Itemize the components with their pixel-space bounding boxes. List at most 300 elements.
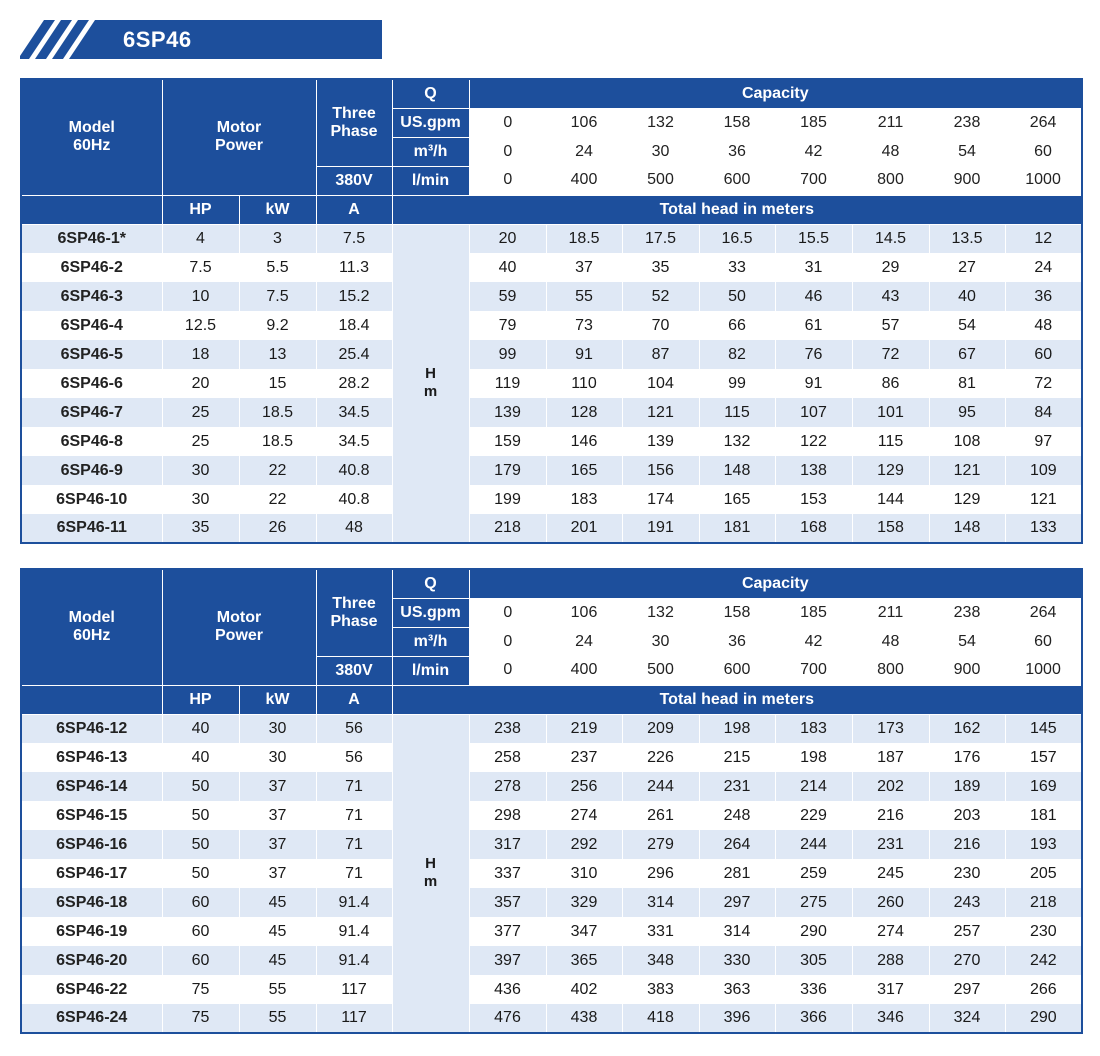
head-cell: 121: [1005, 485, 1082, 514]
kw-cell: 37: [239, 801, 316, 830]
head-cell: 297: [929, 975, 1005, 1004]
head-cell: 230: [929, 859, 1005, 888]
head-cell: 159: [469, 427, 546, 456]
head-cell: 139: [469, 398, 546, 427]
head-cell: 43: [852, 282, 929, 311]
kw-cell: 5.5: [239, 253, 316, 282]
head-cell: 237: [546, 743, 622, 772]
head-cell: 198: [775, 743, 852, 772]
head-unit-label: H m: [392, 714, 469, 1033]
head-cell: 181: [1005, 801, 1082, 830]
model-cell: 6SP46-2: [21, 253, 162, 282]
head-cell: 258: [469, 743, 546, 772]
hp-cell: 50: [162, 830, 239, 859]
capacity-value: 800: [852, 656, 929, 685]
head-cell: 67: [929, 340, 1005, 369]
head-cell: 59: [469, 282, 546, 311]
capacity-value: 600: [699, 656, 775, 685]
head-cell: 314: [622, 888, 699, 917]
head-cell: 153: [775, 485, 852, 514]
unit-usgpm: US.gpm: [392, 108, 469, 137]
capacity-value: 24: [546, 627, 622, 656]
hp-cell: 40: [162, 714, 239, 743]
head-cell: 243: [929, 888, 1005, 917]
head-cell: 48: [1005, 311, 1082, 340]
head-cell: 244: [775, 830, 852, 859]
head-cell: 50: [699, 282, 775, 311]
head-cell: 396: [699, 1004, 775, 1033]
capacity-value: 400: [546, 656, 622, 685]
head-cell: 329: [546, 888, 622, 917]
capacity-value: 600: [699, 166, 775, 195]
head-cell: 348: [622, 946, 699, 975]
kw-cell: 3: [239, 224, 316, 253]
capacity-value: 900: [929, 166, 1005, 195]
head-cell: 31: [775, 253, 852, 282]
three-phase-header: Three Phase: [316, 79, 392, 166]
head-cell: 158: [852, 514, 929, 543]
head-cell: 24: [1005, 253, 1082, 282]
head-cell: 296: [622, 859, 699, 888]
voltage-header: 380V: [316, 166, 392, 195]
head-cell: 179: [469, 456, 546, 485]
table-row: [21, 456, 1082, 485]
head-cell: 256: [546, 772, 622, 801]
head-cell: 33: [699, 253, 775, 282]
head-cell: 52: [622, 282, 699, 311]
amp-cell: 117: [316, 1004, 392, 1033]
table-2-body: [21, 714, 1082, 1033]
hp-cell: 50: [162, 801, 239, 830]
model-header: Model 60Hz: [21, 79, 162, 195]
kw-cell: 30: [239, 714, 316, 743]
head-cell: 257: [929, 917, 1005, 946]
kw-cell: 22: [239, 456, 316, 485]
head-cell: 87: [622, 340, 699, 369]
head-cell: 383: [622, 975, 699, 1004]
total-head-header: Total head in meters: [392, 195, 1082, 224]
amp-cell: 71: [316, 859, 392, 888]
hp-cell: 30: [162, 485, 239, 514]
head-cell: 202: [852, 772, 929, 801]
capacity-value: 60: [1005, 627, 1082, 656]
amp-cell: 71: [316, 830, 392, 859]
capacity-value: 30: [622, 137, 699, 166]
capacity-value: 106: [546, 598, 622, 627]
unit-usgpm: US.gpm: [392, 598, 469, 627]
model-cell: 6SP46-16: [21, 830, 162, 859]
unit-m3h: m³/h: [392, 627, 469, 656]
model-cell: 6SP46-14: [21, 772, 162, 801]
head-cell: 79: [469, 311, 546, 340]
head-cell: 317: [852, 975, 929, 1004]
head-cell: 305: [775, 946, 852, 975]
head-cell: 108: [929, 427, 1005, 456]
head-cell: 91: [775, 369, 852, 398]
head-cell: 187: [852, 743, 929, 772]
table-row: [21, 369, 1082, 398]
head-cell: 264: [699, 830, 775, 859]
table-row: [21, 859, 1082, 888]
head-cell: 169: [1005, 772, 1082, 801]
table-row: [21, 743, 1082, 772]
table-row: [21, 253, 1082, 282]
head-cell: 336: [775, 975, 852, 1004]
capacity-value: 700: [775, 166, 852, 195]
model-cell: 6SP46-7: [21, 398, 162, 427]
kw-cell: 22: [239, 485, 316, 514]
head-cell: 183: [775, 714, 852, 743]
amp-cell: 34.5: [316, 398, 392, 427]
head-cell: 66: [699, 311, 775, 340]
head-cell: 191: [622, 514, 699, 543]
head-cell: 139: [622, 427, 699, 456]
head-cell: 229: [775, 801, 852, 830]
capacity-value: 36: [699, 137, 775, 166]
head-cell: 266: [1005, 975, 1082, 1004]
hp-cell: 10: [162, 282, 239, 311]
amp-cell: 91.4: [316, 946, 392, 975]
amp-cell: 15.2: [316, 282, 392, 311]
model-cell: 6SP46-4: [21, 311, 162, 340]
head-cell: 201: [546, 514, 622, 543]
head-cell: 216: [929, 830, 1005, 859]
amp-cell: 28.2: [316, 369, 392, 398]
amp-cell: 91.4: [316, 917, 392, 946]
head-cell: 218: [1005, 888, 1082, 917]
head-cell: 279: [622, 830, 699, 859]
head-cell: 231: [699, 772, 775, 801]
head-cell: 73: [546, 311, 622, 340]
head-cell: 54: [929, 311, 1005, 340]
hp-header: HP: [162, 195, 239, 224]
head-cell: 214: [775, 772, 852, 801]
capacity-value: 0: [469, 598, 546, 627]
capacity-value: 42: [775, 137, 852, 166]
model-cell: 6SP46-15: [21, 801, 162, 830]
capacity-value: 132: [622, 598, 699, 627]
head-cell: 297: [699, 888, 775, 917]
model-cell: 6SP46-3: [21, 282, 162, 311]
head-cell: 215: [699, 743, 775, 772]
kw-cell: 45: [239, 917, 316, 946]
amp-cell: 7.5: [316, 224, 392, 253]
head-cell: 205: [1005, 859, 1082, 888]
spec-table-1: [20, 78, 1083, 544]
model-cell: 6SP46-6: [21, 369, 162, 398]
head-cell: 40: [929, 282, 1005, 311]
hp-cell: 12.5: [162, 311, 239, 340]
head-cell: 324: [929, 1004, 1005, 1033]
head-cell: 110: [546, 369, 622, 398]
model-cell: 6SP46-9: [21, 456, 162, 485]
capacity-value: 1000: [1005, 166, 1082, 195]
capacity-value: 54: [929, 627, 1005, 656]
head-cell: 46: [775, 282, 852, 311]
head-cell: 99: [699, 369, 775, 398]
head-cell: 145: [1005, 714, 1082, 743]
kw-cell: 18.5: [239, 427, 316, 456]
head-cell: 91: [546, 340, 622, 369]
head-cell: 138: [775, 456, 852, 485]
capacity-value: 185: [775, 598, 852, 627]
hp-cell: 75: [162, 975, 239, 1004]
table-row: [21, 714, 1082, 743]
head-cell: 18.5: [546, 224, 622, 253]
head-cell: 288: [852, 946, 929, 975]
head-cell: 115: [699, 398, 775, 427]
capacity-value: 238: [929, 598, 1005, 627]
model-cell: 6SP46-13: [21, 743, 162, 772]
head-cell: 181: [699, 514, 775, 543]
kw-cell: 37: [239, 859, 316, 888]
amp-cell: 18.4: [316, 311, 392, 340]
head-cell: 275: [775, 888, 852, 917]
model-cell: 6SP46-12: [21, 714, 162, 743]
head-cell: 274: [546, 801, 622, 830]
amp-cell: 48: [316, 514, 392, 543]
head-cell: 162: [929, 714, 1005, 743]
kw-cell: 15: [239, 369, 316, 398]
model-cell: 6SP46-22: [21, 975, 162, 1004]
head-cell: 133: [1005, 514, 1082, 543]
head-cell: 148: [699, 456, 775, 485]
amp-header: A: [316, 195, 392, 224]
capacity-value: 60: [1005, 137, 1082, 166]
head-cell: 260: [852, 888, 929, 917]
voltage-header: 380V: [316, 656, 392, 685]
head-cell: 15.5: [775, 224, 852, 253]
table-row: [21, 830, 1082, 859]
table-row: [21, 398, 1082, 427]
kw-cell: 18.5: [239, 398, 316, 427]
kw-cell: 9.2: [239, 311, 316, 340]
head-cell: 226: [622, 743, 699, 772]
capacity-value: 48: [852, 137, 929, 166]
model-cell: 6SP46-24: [21, 1004, 162, 1033]
head-cell: 20: [469, 224, 546, 253]
kw-cell: 37: [239, 772, 316, 801]
kw-header: kW: [239, 685, 316, 714]
head-cell: 132: [699, 427, 775, 456]
model-header: Model 60Hz: [21, 569, 162, 685]
amp-cell: 25.4: [316, 340, 392, 369]
capacity-value: 211: [852, 598, 929, 627]
model-cell: 6SP46-19: [21, 917, 162, 946]
head-cell: 397: [469, 946, 546, 975]
capacity-header: Capacity: [469, 79, 1082, 108]
model-cell: 6SP46-18: [21, 888, 162, 917]
model-cell: 6SP46-10: [21, 485, 162, 514]
model-cell: 6SP46-5: [21, 340, 162, 369]
amp-cell: 71: [316, 772, 392, 801]
head-cell: 245: [852, 859, 929, 888]
capacity-value: 500: [622, 166, 699, 195]
q-header: Q: [392, 79, 469, 108]
head-cell: 35: [622, 253, 699, 282]
head-cell: 109: [1005, 456, 1082, 485]
head-cell: 331: [622, 917, 699, 946]
head-cell: 40: [469, 253, 546, 282]
head-cell: 259: [775, 859, 852, 888]
head-cell: 146: [546, 427, 622, 456]
capacity-value: 185: [775, 108, 852, 137]
hp-cell: 25: [162, 427, 239, 456]
table-row: [21, 1004, 1082, 1033]
hp-cell: 4: [162, 224, 239, 253]
unit-lmin: l/min: [392, 166, 469, 195]
amp-cell: 34.5: [316, 427, 392, 456]
spec-table-2: [20, 568, 1083, 1034]
head-cell: 37: [546, 253, 622, 282]
head-cell: 337: [469, 859, 546, 888]
head-cell: 174: [622, 485, 699, 514]
head-cell: 281: [699, 859, 775, 888]
head-cell: 203: [929, 801, 1005, 830]
capacity-value: 800: [852, 166, 929, 195]
capacity-value: 211: [852, 108, 929, 137]
total-head-header: Total head in meters: [392, 685, 1082, 714]
table-row: [21, 224, 1082, 253]
capacity-value: 158: [699, 598, 775, 627]
head-cell: 14.5: [852, 224, 929, 253]
table-row: [21, 340, 1082, 369]
hp-cell: 7.5: [162, 253, 239, 282]
head-cell: 157: [1005, 743, 1082, 772]
capacity-value: 400: [546, 166, 622, 195]
head-cell: 193: [1005, 830, 1082, 859]
hp-cell: 60: [162, 917, 239, 946]
head-cell: 165: [546, 456, 622, 485]
model-spacer: [21, 195, 162, 224]
head-cell: 101: [852, 398, 929, 427]
head-cell: 244: [622, 772, 699, 801]
capacity-value: 1000: [1005, 656, 1082, 685]
table-row: [21, 514, 1082, 543]
hp-cell: 75: [162, 1004, 239, 1033]
head-cell: 165: [699, 485, 775, 514]
head-cell: 57: [852, 311, 929, 340]
head-cell: 81: [929, 369, 1005, 398]
kw-cell: 37: [239, 830, 316, 859]
motor-power-header: Motor Power: [162, 79, 316, 195]
head-cell: 104: [622, 369, 699, 398]
head-cell: 119: [469, 369, 546, 398]
head-cell: 95: [929, 398, 1005, 427]
head-cell: 402: [546, 975, 622, 1004]
head-cell: 16.5: [699, 224, 775, 253]
head-cell: 219: [546, 714, 622, 743]
amp-cell: 40.8: [316, 456, 392, 485]
head-cell: 317: [469, 830, 546, 859]
q-header: Q: [392, 569, 469, 598]
table-1-body: [21, 224, 1082, 543]
unit-m3h: m³/h: [392, 137, 469, 166]
capacity-value: 238: [929, 108, 1005, 137]
kw-header: kW: [239, 195, 316, 224]
head-cell: 72: [852, 340, 929, 369]
head-cell: 261: [622, 801, 699, 830]
capacity-value: 24: [546, 137, 622, 166]
head-cell: 290: [775, 917, 852, 946]
head-cell: 121: [929, 456, 1005, 485]
capacity-value: 0: [469, 108, 546, 137]
head-cell: 148: [929, 514, 1005, 543]
kw-cell: 55: [239, 1004, 316, 1033]
head-cell: 55: [546, 282, 622, 311]
capacity-value: 264: [1005, 598, 1082, 627]
hp-cell: 60: [162, 888, 239, 917]
head-cell: 61: [775, 311, 852, 340]
hp-cell: 50: [162, 772, 239, 801]
head-cell: 198: [699, 714, 775, 743]
head-cell: 76: [775, 340, 852, 369]
head-cell: 347: [546, 917, 622, 946]
capacity-value: 158: [699, 108, 775, 137]
capacity-value: 264: [1005, 108, 1082, 137]
head-cell: 290: [1005, 1004, 1082, 1033]
table-row: [21, 311, 1082, 340]
head-cell: 476: [469, 1004, 546, 1033]
amp-cell: 117: [316, 975, 392, 1004]
head-cell: 189: [929, 772, 1005, 801]
table-row: [21, 485, 1082, 514]
motor-power-header: Motor Power: [162, 569, 316, 685]
head-cell: 248: [699, 801, 775, 830]
three-phase-header: Three Phase: [316, 569, 392, 656]
model-cell: 6SP46-17: [21, 859, 162, 888]
head-cell: 60: [1005, 340, 1082, 369]
hp-cell: 60: [162, 946, 239, 975]
head-cell: 72: [1005, 369, 1082, 398]
hp-cell: 18: [162, 340, 239, 369]
table-row: [21, 282, 1082, 311]
head-cell: 230: [1005, 917, 1082, 946]
capacity-value: 0: [469, 137, 546, 166]
stripes-decoration-icon: [20, 20, 120, 59]
head-cell: 176: [929, 743, 1005, 772]
head-cell: 27: [929, 253, 1005, 282]
table-row: [21, 772, 1082, 801]
kw-cell: 7.5: [239, 282, 316, 311]
head-cell: 128: [546, 398, 622, 427]
head-cell: 12: [1005, 224, 1082, 253]
head-cell: 99: [469, 340, 546, 369]
kw-cell: 45: [239, 946, 316, 975]
head-cell: 199: [469, 485, 546, 514]
head-cell: 168: [775, 514, 852, 543]
head-cell: 377: [469, 917, 546, 946]
capacity-value: 30: [622, 627, 699, 656]
kw-cell: 55: [239, 975, 316, 1004]
unit-lmin: l/min: [392, 656, 469, 685]
kw-cell: 30: [239, 743, 316, 772]
head-cell: 36: [1005, 282, 1082, 311]
head-cell: 314: [699, 917, 775, 946]
head-cell: 216: [852, 801, 929, 830]
head-cell: 310: [546, 859, 622, 888]
amp-header: A: [316, 685, 392, 714]
hp-cell: 35: [162, 514, 239, 543]
head-cell: 274: [852, 917, 929, 946]
head-cell: 218: [469, 514, 546, 543]
head-cell: 270: [929, 946, 1005, 975]
capacity-value: 42: [775, 627, 852, 656]
head-cell: 231: [852, 830, 929, 859]
capacity-value: 48: [852, 627, 929, 656]
amp-cell: 56: [316, 743, 392, 772]
head-cell: 209: [622, 714, 699, 743]
